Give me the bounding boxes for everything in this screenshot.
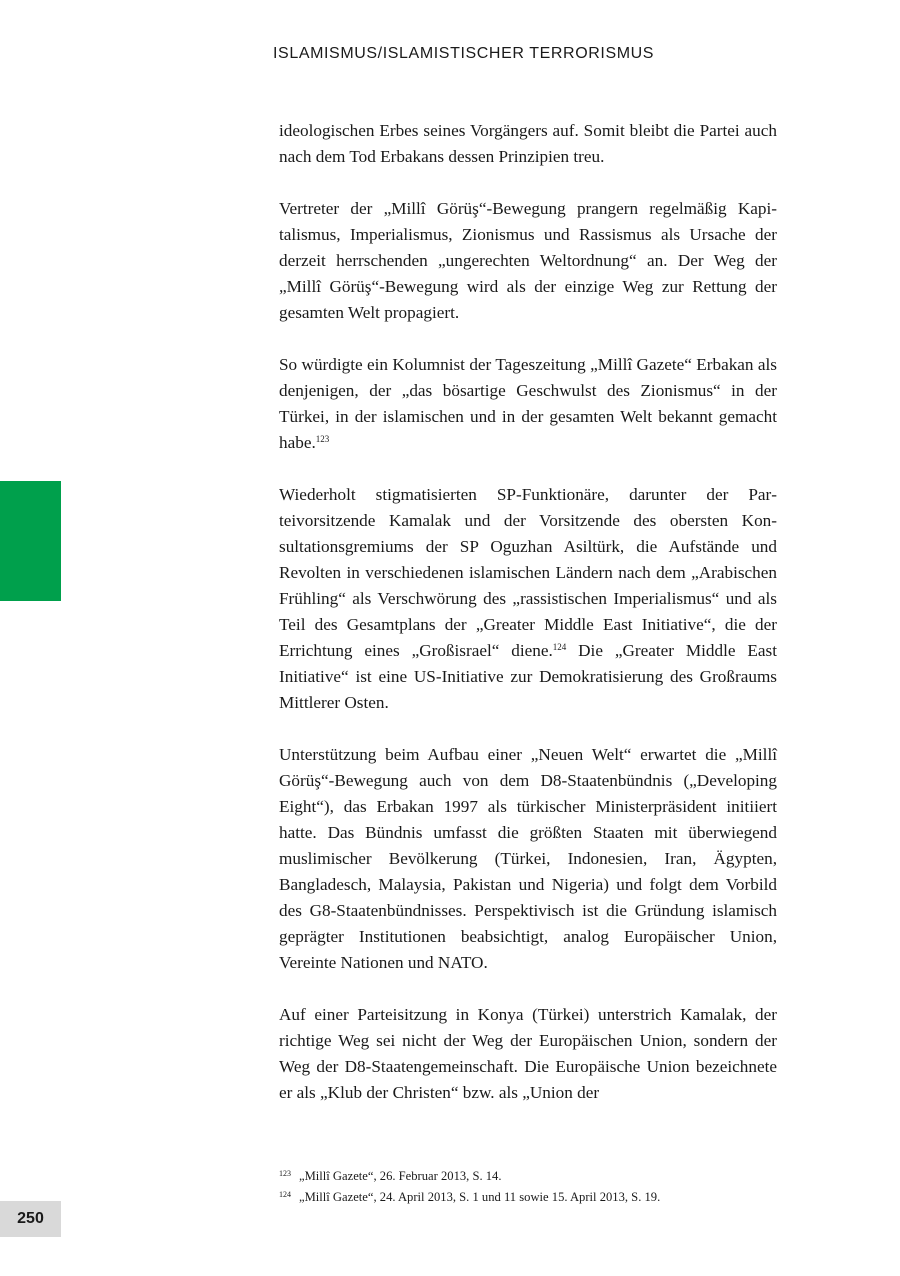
paragraph: [279, 196, 777, 326]
footnote-reference[interactable]: 124: [552, 642, 567, 652]
paragraph-text: Die „Greater Middle East Initiative“ ist eine US-Initiative zur Demokratisierung des Großraums Mittlerer Osten.: [279, 641, 777, 712]
paragraph-text: Wiederholt stigmatisierten SP-Funktionäre, darunter der Parteivorsitzende Kamalak und der Vorsitzende des obersten Konsultationsgremiums der SP Oguzhan Asiltürk, die Aufstände und Revolten in verschiedenen islamischen Ländern nach dem „Arabischen Frühling“ als Verschwörung des „rassistischen Imperialismus“ und als Teil des Gesamtplans der „Greater Middle East Initiative“, die der Errichtung eines „Großisrael“ diene.: [279, 485, 777, 660]
paragraph: [279, 1002, 777, 1106]
paragraph-text: Unterstützung beim Aufbau einer „Neuen Welt“ erwartet die „Millî Görüş“-Bewegung auch von dem D8-Staatenbündnis („Developing Eight“), das Erbakan 1997 als türkischer Ministerpräsident initiiert hatte. Das Bündnis umfasst die größten Staaten mit überwiegend muslimischer Bevölkerung (Türkei, Indonesien, Iran, Ägypten, Bangladesch, Malaysia, Pakistan und Nigeria) und folgt dem Vorbild des G8-Staatenbündnisses. Perspektivisch ist die Gründung islamisch geprägter Institutionen beabsichtigt, analog Europäischer Union, Vereinte Nationen und NATO.: [279, 745, 777, 972]
paragraph: [279, 352, 777, 456]
paragraph: [279, 742, 777, 976]
footnote-number: 123: [279, 1169, 291, 1178]
footnote: [279, 1187, 799, 1208]
paragraph-text: So würdigte ein Kolumnist der Tageszeitung „Millî Gazete“ Erbakan als denjenigen, der „das bösartige Geschwulst des Zionismus“ in der Türkei, in der islamischen und in der gesamten Welt bekannt gemacht habe.: [279, 355, 777, 452]
page-number: 250: [0, 1201, 61, 1237]
footnote-number: 124: [279, 1190, 291, 1199]
footnote-reference[interactable]: 123: [315, 434, 330, 444]
paragraph-text: ideologischen Erbes seines Vorgängers auf. Somit bleibt die Partei auch nach dem Tod Erbakans dessen Prinzipien treu.: [279, 121, 777, 166]
footnote-text: „Millî Gazete“, 24. April 2013, S. 1 und 11 sowie 15. April 2013, S. 19.: [299, 1190, 661, 1204]
running-header: ISLAMISMUS/ISLAMISTISCHER TERRORISMUS: [273, 45, 655, 62]
paragraph: [279, 482, 777, 716]
chapter-color-tab: [0, 481, 61, 601]
paragraph: [279, 118, 777, 170]
paragraph-text: Vertreter der „Millî Görüş“-Bewegung prangern regelmäßig Kapitalismus, Imperialismus, Zionismus und Rassismus als Ursache der derzeit herrschenden „ungerechten Weltordnung“ an. Der Weg der „Millî Görüş“-Bewegung wird als der einzige Weg zur Rettung der gesamten Welt propagiert.: [279, 199, 777, 322]
paragraph-text: Auf einer Parteisitzung in Konya (Türkei) unterstrich Kamalak, der richtige Weg sei nicht der Weg der Europäischen Union, sondern der Weg der D8-Staatengemeinschaft. Die Europäische Union bezeichnete er als „Klub der Christen“ bzw. als „Union der: [279, 1005, 777, 1102]
footnote: [279, 1166, 799, 1187]
body-text: [279, 118, 777, 1132]
footnote-text: „Millî Gazete“, 26. Februar 2013, S. 14.: [299, 1169, 502, 1183]
footnotes: [279, 1166, 799, 1208]
